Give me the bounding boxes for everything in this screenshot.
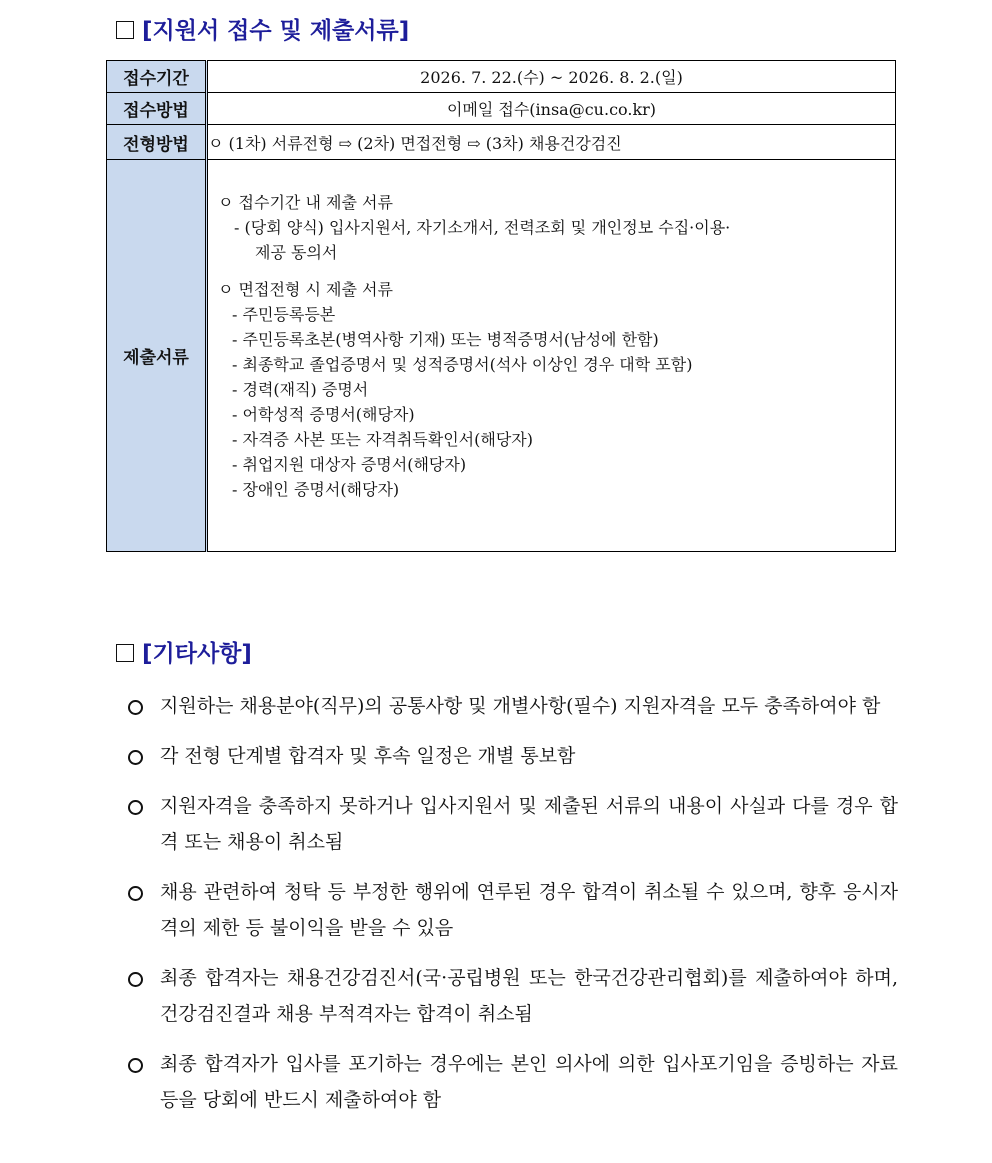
- table-row: [107, 160, 896, 552]
- application-info-table: [106, 60, 896, 552]
- list-item: - 어학성적 증명서(해당자): [232, 405, 415, 424]
- list-item: - 자격증 사본 또는 자격취득확인서(해당자): [232, 430, 533, 449]
- list-item: - 최종학교 졸업증명서 및 성적증명서(석사 이상인 경우 대학 포함): [232, 355, 693, 374]
- list-item: - 경력(재직) 증명서: [232, 380, 369, 399]
- list-item: [128, 960, 898, 1032]
- note-text: 채용 관련하여 청탁 등 부정한 행위에 연루된 경우 합격이 취소될 수 있으며, 향후 응시자격의 제한 등 불이익을 받을 수 있음: [160, 881, 898, 939]
- note-text: 각 전형 단계별 합격자 및 후속 일정은 개별 통보함: [160, 745, 576, 767]
- checkbox-square-icon: [116, 644, 134, 662]
- circle-bullet-icon: [128, 700, 143, 715]
- other-notes-list: [128, 688, 898, 1132]
- note-text: 지원자격을 충족하지 못하거나 입사지원서 및 제출된 서류의 내용이 사실과 다를 경우 합격 또는 채용이 취소됨: [160, 795, 898, 853]
- list-item: - (당회 양식) 입사지원서, 자기소개서, 전력조회 및 개인정보 수집·이용·: [234, 218, 731, 237]
- circle-bullet-icon: [128, 750, 143, 765]
- list-item: [128, 788, 898, 860]
- circle-bullet-icon: [128, 1058, 143, 1073]
- section-title-other: [116, 635, 252, 668]
- documents-list: [208, 160, 895, 502]
- list-item: ㅇ 접수기간 내 제출 서류: [218, 193, 393, 212]
- row-label-selection: 전형방법: [107, 125, 207, 160]
- note-text: 지원하는 채용분야(직무)의 공통사항 및 개별사항(필수) 지원자격을 모두 충족하여야 함: [160, 695, 881, 717]
- table-row: [107, 125, 896, 160]
- row-label-documents: 제출서류: [107, 160, 207, 552]
- section-title-text: [지원서 접수 및 제출서류]: [142, 18, 410, 44]
- circle-bullet-icon: [128, 972, 143, 987]
- circle-bullet-icon: [128, 886, 143, 901]
- row-label-method: 접수방법: [107, 93, 207, 125]
- section-title-text: [기타사항]: [142, 641, 252, 667]
- list-item: [128, 738, 898, 774]
- list-item: 제공 동의서: [255, 243, 338, 262]
- list-item: - 주민등록초본(병역사항 기재) 또는 병적증명서(남성에 한함): [232, 330, 659, 349]
- row-value-period: 2026. 7. 22.(수) ~ 2026. 8. 2.(일): [207, 61, 896, 93]
- list-item: [128, 688, 898, 724]
- row-value-method: 이메일 접수(insa@cu.co.kr): [207, 93, 896, 125]
- list-item: - 주민등록등본: [232, 305, 336, 324]
- list-item: - 장애인 증명서(해당자): [232, 480, 400, 499]
- table-row: [107, 61, 896, 93]
- table-row: [107, 93, 896, 125]
- list-item: ㅇ 면접전형 시 제출 서류: [218, 280, 393, 299]
- checkbox-square-icon: [116, 21, 134, 39]
- list-item: [128, 874, 898, 946]
- list-item: - 취업지원 대상자 증명서(해당자): [232, 455, 467, 474]
- circle-bullet-icon: [128, 800, 143, 815]
- note-text: 최종 합격자가 입사를 포기하는 경우에는 본인 의사에 의한 입사포기임을 증빙하는 자료 등을 당회에 반드시 제출하여야 함: [160, 1053, 898, 1111]
- section-title-application: [116, 12, 409, 45]
- note-text: 최종 합격자는 채용건강검진서(국·공립병원 또는 한국건강관리협회)를 제출하여야 하며, 건강검진결과 채용 부적격자는 합격이 취소됨: [160, 967, 898, 1025]
- row-value-selection: ㅇ (1차) 서류전형 ⇨ (2차) 면접전형 ⇨ (3차) 채용건강검진: [207, 125, 896, 160]
- list-item: [128, 1046, 898, 1118]
- row-label-period: 접수기간: [107, 61, 207, 93]
- row-value-documents: [207, 160, 896, 552]
